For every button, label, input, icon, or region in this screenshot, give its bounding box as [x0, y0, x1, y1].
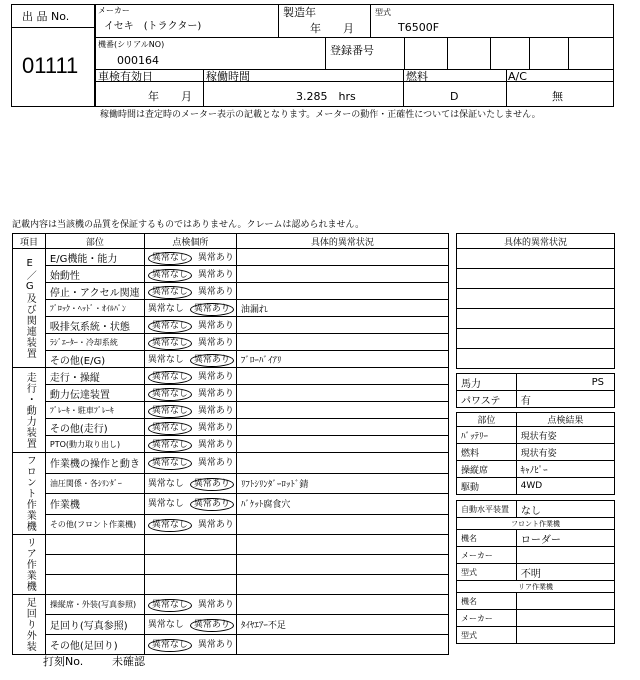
check-cell — [144, 635, 236, 655]
part-cell: その他(足回り) — [45, 635, 144, 655]
detail-cell — [236, 402, 448, 419]
detail-cell — [236, 283, 448, 300]
check-cell — [144, 385, 236, 402]
check-cell — [144, 368, 236, 385]
registration-label: 登録番号 — [330, 44, 374, 57]
attachment-label: 機名 — [457, 593, 517, 610]
table-row — [13, 514, 449, 535]
normal-option: 異常なし — [148, 599, 192, 612]
normal-option: 異常なし — [148, 405, 192, 418]
normal-option: 異常なし — [148, 639, 192, 652]
hours-label: 稼働時間 — [206, 70, 250, 83]
rear-attachment-header: リア作業機 — [457, 581, 615, 593]
hours-value: 3.285 hrs — [296, 90, 356, 103]
table-row — [13, 266, 449, 283]
check-value: 4WD — [516, 478, 614, 495]
stamp-value: 未確認 — [112, 655, 145, 668]
normal-option: 異常なし — [148, 269, 192, 282]
front-attachment-header: フロント作業機 — [457, 518, 615, 530]
hours-note: 稼働時間は査定時のメーター表示の記載となります。メーターの動作・正確性については保証いたしません。 — [100, 110, 541, 120]
check-cell — [144, 419, 236, 436]
power-steering-value: 有 — [516, 391, 614, 408]
model-value: T6500F — [398, 21, 440, 34]
detail-cell — [236, 535, 448, 555]
abnormal-option: 異常あり — [197, 458, 234, 469]
normal-option: 異常なし — [147, 303, 184, 314]
group-label: 走行・動力装置 — [13, 368, 46, 453]
power-steering-label: パワステ — [457, 391, 517, 408]
right-abnormal-table — [456, 233, 615, 369]
table-row — [13, 473, 449, 494]
stamp-label: 打刻No. — [43, 655, 84, 668]
disclaimer: 記載内容は当該機の品質を保証するものではありません。クレームは認められません。 — [12, 220, 365, 230]
detail-cell — [236, 368, 448, 385]
part-cell — [45, 575, 144, 595]
table-row — [13, 351, 449, 368]
detail-cell — [236, 595, 448, 615]
year-value: 年 月 — [310, 22, 354, 35]
horsepower-unit: PS — [516, 374, 614, 391]
lot-number-label: 出 品 No. — [22, 10, 70, 23]
abnormal-option: 異常あり — [197, 388, 234, 399]
check-row — [457, 478, 615, 495]
check-cell — [144, 473, 236, 494]
normal-option: 異常なし — [148, 252, 192, 265]
table-row — [13, 494, 449, 515]
check-label: 燃料 — [457, 444, 517, 461]
attachment-label: メーカー — [457, 547, 517, 564]
lot-number-box — [11, 4, 95, 107]
part-cell: 始動性 — [45, 266, 144, 283]
group-label: リア作業機 — [13, 535, 46, 595]
col-header-part: 部位 — [45, 234, 144, 249]
check-cell — [144, 402, 236, 419]
group-label: フロント作業機 — [13, 453, 46, 535]
attachment-value — [516, 627, 614, 644]
auto-level-value: なし — [516, 501, 614, 518]
abnormal-option: 異常あり — [197, 320, 234, 331]
detail-cell — [236, 317, 448, 334]
right-abnormal-row — [457, 269, 615, 289]
check-cell — [144, 249, 236, 266]
abnormal-option: 異常あり — [197, 600, 234, 610]
ac-value: 無 — [552, 90, 563, 103]
table-row — [13, 436, 449, 453]
attachment-label: 型式 — [457, 564, 517, 581]
check-cell — [144, 317, 236, 334]
detail-cell: 油漏れ — [236, 300, 448, 317]
attachment-value — [516, 547, 614, 564]
normal-option: 異常なし — [148, 371, 192, 384]
detail-cell — [236, 635, 448, 655]
part-cell: ﾌﾞﾚｰｷ・駐車ﾌﾞﾚｰｷ — [45, 402, 144, 419]
check-value: ｷｬﾉﾋﾟｰ — [516, 461, 614, 478]
group-label: 足回り外装 — [13, 595, 46, 655]
normal-option: 異常なし — [148, 439, 192, 452]
table-row — [13, 300, 449, 317]
table-row — [13, 283, 449, 300]
auto-level-label: 自動水平装置 — [457, 501, 517, 518]
check-cell — [144, 334, 236, 351]
ac-label: A/C — [508, 70, 527, 83]
check-cell — [144, 283, 236, 300]
detail-cell — [236, 555, 448, 575]
abnormal-option: 異常あり — [197, 371, 234, 382]
serial-label: 機番(シリアルNO) — [98, 40, 165, 49]
detail-cell — [236, 514, 448, 535]
group-label: E／G及び関連装置 — [13, 249, 46, 368]
detail-cell: ﾘﾌﾄｼﾘﾝﾀﾞｰﾛｯﾄﾞ錆 — [236, 473, 448, 494]
check-cell — [144, 615, 236, 635]
abnormal-option: 異常あり — [190, 619, 234, 632]
front-attachment-row — [457, 564, 615, 581]
detail-cell — [236, 385, 448, 402]
check-cell — [144, 575, 236, 595]
abnormal-option: 異常あり — [197, 422, 234, 433]
part-cell: ﾗｼﾞｴｰﾀｰ・冷却系統 — [45, 334, 144, 351]
detail-cell — [236, 266, 448, 283]
part-cell: 足回り(写真参照) — [45, 615, 144, 635]
normal-option: 異常なし — [147, 478, 184, 489]
check-cell — [144, 555, 236, 575]
maker-value: イセキ (トラクター) — [104, 21, 202, 32]
detail-cell — [236, 453, 448, 474]
check-row — [457, 444, 615, 461]
normal-option: 異常なし — [147, 354, 184, 365]
part-cell: 走行・操縦 — [45, 368, 144, 385]
inspection-label: 車検有効日 — [98, 70, 153, 83]
table-row — [13, 419, 449, 436]
spec-table — [456, 373, 615, 408]
part-cell: 停止・アクセル関連 — [45, 283, 144, 300]
part-cell: PTO(動力取り出し) — [45, 436, 144, 453]
col-header-detail: 具体的異常状況 — [236, 234, 448, 249]
abnormal-option: 異常あり — [190, 498, 234, 511]
model-label: 型式 — [375, 8, 391, 17]
serial-value: 000164 — [117, 54, 159, 67]
check-cell — [144, 595, 236, 615]
abnormal-option: 異常あり — [197, 439, 234, 450]
check-label: 操縦席 — [457, 461, 517, 478]
part-cell: その他(走行) — [45, 419, 144, 436]
fuel-value: D — [450, 90, 459, 103]
check-cell — [144, 266, 236, 283]
part-cell: 油圧関係・各ｼﾘﾝﾀﾞｰ — [45, 473, 144, 494]
part-cell: ﾌﾞﾛｯｸ・ﾍｯﾄﾞ・ｵｲﾙﾊﾟﾝ — [45, 300, 144, 317]
rear-attachment-row — [457, 593, 615, 610]
part-cell: 操縦席・外装(写真参照) — [45, 595, 144, 615]
check-value: 現状有姿 — [516, 444, 614, 461]
check-cell — [144, 453, 236, 474]
check-row — [457, 461, 615, 478]
rear-attachment-row — [457, 610, 615, 627]
table-row — [13, 402, 449, 419]
table-row — [13, 249, 449, 266]
normal-option: 異常なし — [148, 320, 192, 333]
horsepower-label: 馬力 — [457, 374, 517, 391]
check-row — [457, 427, 615, 444]
fuel-label: 燃料 — [406, 70, 428, 83]
detail-cell — [236, 575, 448, 595]
table-row — [13, 453, 449, 474]
abnormal-option: 異常あり — [197, 337, 234, 348]
right-abnormal-row — [457, 349, 615, 369]
table-row — [13, 635, 449, 655]
abnormal-option: 異常あり — [190, 478, 234, 491]
col-header-item: 項目 — [13, 234, 46, 249]
rear-attachment-row — [457, 627, 615, 644]
part-cell: 作業機の操作と動き — [45, 453, 144, 474]
year-label: 製造年 — [283, 6, 316, 19]
table-row — [13, 615, 449, 635]
abnormal-option: 異常あり — [190, 354, 234, 367]
normal-option: 異常なし — [148, 422, 192, 435]
normal-option: 異常なし — [148, 519, 192, 532]
table-row — [13, 334, 449, 351]
front-attachment-row — [457, 547, 615, 564]
check-cell — [144, 436, 236, 453]
col-header-check: 点検個所 — [144, 234, 236, 249]
detail-cell — [236, 334, 448, 351]
maker-label: メーカー — [98, 6, 130, 15]
abnormal-option: 異常あり — [197, 519, 234, 530]
table-row — [13, 317, 449, 334]
abnormal-option: 異常あり — [197, 286, 234, 297]
check-label: ﾊﾞｯﾃﾘｰ — [457, 427, 517, 444]
right-abnormal-header: 具体的異常状況 — [457, 234, 615, 249]
detail-cell: ﾊﾞｹｯﾄ腐食穴 — [236, 494, 448, 515]
check-cell — [144, 535, 236, 555]
detail-cell — [236, 436, 448, 453]
check-cell — [144, 514, 236, 535]
table-row — [13, 555, 449, 575]
parts-header: 部位 — [457, 413, 517, 427]
normal-option: 異常なし — [148, 388, 192, 401]
attachment-value — [516, 610, 614, 627]
check-value: 現状有姿 — [516, 427, 614, 444]
part-cell: 動力伝達装置 — [45, 385, 144, 402]
detail-cell: ﾀｲﾔｴｱｰ不足 — [236, 615, 448, 635]
part-cell: E/G機能・能力 — [45, 249, 144, 266]
normal-option: 異常なし — [147, 620, 184, 630]
check-cell — [144, 351, 236, 368]
normal-option: 異常なし — [148, 337, 192, 350]
attachment-value — [516, 593, 614, 610]
table-row — [13, 535, 449, 555]
table-row — [13, 368, 449, 385]
normal-option: 異常なし — [147, 499, 184, 510]
table-row — [13, 385, 449, 402]
table-row — [13, 575, 449, 595]
lot-number: 01111 — [22, 53, 79, 78]
abnormal-option: 異常あり — [197, 640, 234, 650]
detail-cell — [236, 419, 448, 436]
detail-cell — [236, 249, 448, 266]
right-abnormal-row — [457, 329, 615, 349]
table-row — [13, 595, 449, 615]
check-result-table — [456, 412, 615, 495]
abnormal-option: 異常あり — [197, 269, 234, 280]
attachment-table — [456, 500, 615, 644]
part-cell — [45, 555, 144, 575]
abnormal-option: 異常あり — [197, 405, 234, 416]
part-cell: 作業機 — [45, 494, 144, 515]
inspection-table — [12, 233, 449, 655]
part-cell: その他(フロント作業機) — [45, 514, 144, 535]
normal-option: 異常なし — [148, 457, 192, 470]
check-cell — [144, 494, 236, 515]
part-cell — [45, 535, 144, 555]
front-attachment-row — [457, 530, 615, 547]
attachment-label: 型式 — [457, 627, 517, 644]
right-abnormal-row — [457, 249, 615, 269]
attachment-label: 機名 — [457, 530, 517, 547]
detail-cell: ﾌﾞﾛｰﾊﾞｲｱﾘ — [236, 351, 448, 368]
check-cell — [144, 300, 236, 317]
check-label: 駆動 — [457, 478, 517, 495]
part-cell: その他(E/G) — [45, 351, 144, 368]
attachment-value: ローダー — [516, 530, 614, 547]
attachment-label: メーカー — [457, 610, 517, 627]
part-cell: 吸排気系統・状態 — [45, 317, 144, 334]
attachment-value: 不明 — [516, 564, 614, 581]
abnormal-option: 異常あり — [197, 252, 234, 263]
inspection-value: 年 月 — [148, 90, 192, 103]
right-abnormal-row — [457, 289, 615, 309]
right-abnormal-row — [457, 309, 615, 329]
result-header: 点検結果 — [516, 413, 614, 427]
abnormal-option: 異常あり — [190, 303, 234, 316]
normal-option: 異常なし — [148, 286, 192, 299]
